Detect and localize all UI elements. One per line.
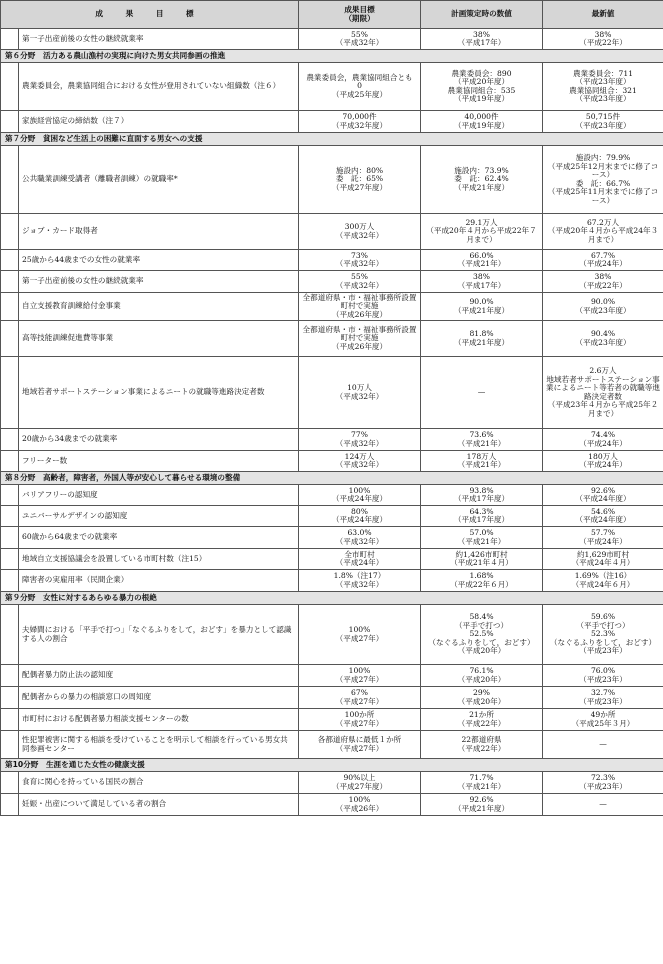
section-title: 第７分野 貧困など生活上の困難に直面する男女への支援 bbox=[1, 133, 663, 146]
target-cell: 55% （平成32年） bbox=[299, 271, 421, 293]
latest-cell: 54.6% （平成24年度） bbox=[543, 506, 663, 527]
table-row bbox=[1, 527, 663, 549]
indent-cell bbox=[1, 794, 19, 816]
baseline-cell: 38% （平成17年） bbox=[421, 29, 543, 50]
table-row bbox=[1, 271, 663, 293]
target-cell: 100% （平成27年） bbox=[299, 605, 421, 665]
goal-label-cell: 性犯罪被害に関する相談を受けていることを明示して相談を行っている男女共同参画センター bbox=[19, 731, 299, 759]
baseline-cell: 178万人 （平成21年） bbox=[421, 451, 543, 472]
target-cell: 90%以上 （平成27年度） bbox=[299, 772, 421, 794]
section-title: 第８分野 高齢者，障害者，外国人等が安心して暮らせる環境の整備 bbox=[1, 472, 663, 485]
latest-cell: 67.7% （平成24年） bbox=[543, 250, 663, 271]
goal-label-cell: 60歳から64歳までの就業率 bbox=[19, 527, 299, 549]
indent-cell bbox=[1, 293, 19, 321]
goal-label-cell: 家族経営協定の締結数（注７） bbox=[19, 111, 299, 133]
indent-cell bbox=[1, 687, 19, 709]
table-row bbox=[1, 293, 663, 321]
header-goal: 成 果 目 標 bbox=[1, 1, 299, 29]
section-row bbox=[1, 133, 663, 146]
table-row bbox=[1, 111, 663, 133]
indent-cell bbox=[1, 146, 19, 214]
baseline-cell: 76.1% （平成20年） bbox=[421, 665, 543, 687]
latest-cell: 67.2万人 （平成20年４月から平成24年３月まで） bbox=[543, 214, 663, 250]
indent-cell bbox=[1, 549, 19, 570]
target-cell: 全市町村 （平成24年） bbox=[299, 549, 421, 570]
goal-label-cell: 自立支援教育訓練給付金事業 bbox=[19, 293, 299, 321]
latest-cell: 49か所 （平成25年３月） bbox=[543, 709, 663, 731]
baseline-cell: 81.8% （平成21年度） bbox=[421, 321, 543, 357]
target-cell: 1.8%（注17） （平成32年） bbox=[299, 570, 421, 592]
baseline-cell: 71.7% （平成21年） bbox=[421, 772, 543, 794]
baseline-cell: 73.6% （平成21年） bbox=[421, 429, 543, 451]
goal-label-cell: ユニバーサルデザインの認知度 bbox=[19, 506, 299, 527]
latest-cell: 約1,629市町村 （平成24年４月） bbox=[543, 549, 663, 570]
table-row bbox=[1, 687, 663, 709]
latest-cell: 57.7% （平成24年） bbox=[543, 527, 663, 549]
table-row bbox=[1, 357, 663, 429]
indent-cell bbox=[1, 485, 19, 506]
latest-cell: 76.0% （平成23年） bbox=[543, 665, 663, 687]
table-body bbox=[1, 29, 663, 816]
goal-label-cell: 障害者の実雇用率（民間企業） bbox=[19, 570, 299, 592]
latest-cell: 2.6万人 地域若者サポートステーション事業によるニート等若者の就職等進路決定者数 （平成23年４月から平成25年２月まで） bbox=[543, 357, 663, 429]
indent-cell bbox=[1, 357, 19, 429]
baseline-cell: 22都道府県 （平成22年） bbox=[421, 731, 543, 759]
table-row bbox=[1, 485, 663, 506]
table-row bbox=[1, 146, 663, 214]
latest-cell: 72.3% （平成23年） bbox=[543, 772, 663, 794]
indent-cell bbox=[1, 29, 19, 50]
goal-label-cell: 地域自立支援協議会を設置している市町村数（注15） bbox=[19, 549, 299, 570]
table-row bbox=[1, 63, 663, 111]
baseline-cell: 38% （平成17年） bbox=[421, 271, 543, 293]
indent-cell bbox=[1, 63, 19, 111]
goal-label-cell: 25歳から44歳までの女性の就業率 bbox=[19, 250, 299, 271]
section-row bbox=[1, 472, 663, 485]
baseline-cell: 64.3% （平成17年度） bbox=[421, 506, 543, 527]
goal-label-cell: 夫婦間における「平手で打つ」「なぐるふりをして，おどす」を暴力として認識する人の割合 bbox=[19, 605, 299, 665]
latest-cell: 90.0% （平成23年度） bbox=[543, 293, 663, 321]
baseline-cell: 57.0% （平成21年） bbox=[421, 527, 543, 549]
goal-label-cell: 配偶者からの暴力の相談窓口の周知度 bbox=[19, 687, 299, 709]
target-cell: 70,000件 （平成32年度） bbox=[299, 111, 421, 133]
baseline-cell: 92.6% （平成21年度） bbox=[421, 794, 543, 816]
goal-label-cell: バリアフリーの認知度 bbox=[19, 485, 299, 506]
baseline-cell: 1.68% （平成22年６月） bbox=[421, 570, 543, 592]
target-cell: 各都道府県に最低１か所 （平成27年） bbox=[299, 731, 421, 759]
section-title: 第10分野 生涯を通じた女性の健康支援 bbox=[1, 759, 663, 772]
table-row bbox=[1, 570, 663, 592]
latest-cell: 38% （平成22年） bbox=[543, 29, 663, 50]
goal-label-cell: 農業委員会，農業協同組合における女性が登用されていない組織数（注６） bbox=[19, 63, 299, 111]
table-row bbox=[1, 214, 663, 250]
target-cell: 300万人 （平成32年） bbox=[299, 214, 421, 250]
indent-cell bbox=[1, 429, 19, 451]
target-cell: 施設内：80% 委 託：65% （平成27年度） bbox=[299, 146, 421, 214]
table-row bbox=[1, 506, 663, 527]
table-row bbox=[1, 731, 663, 759]
goal-label-cell: 地域若者サポートステーション事業によるニートの就職等進路決定者数 bbox=[19, 357, 299, 429]
table-row bbox=[1, 794, 663, 816]
section-title: 第９分野 女性に対するあらゆる暴力の根絶 bbox=[1, 592, 663, 605]
latest-cell: — bbox=[543, 794, 663, 816]
latest-cell: 92.6% （平成24年度） bbox=[543, 485, 663, 506]
indent-cell bbox=[1, 709, 19, 731]
goal-label-cell: 第一子出産前後の女性の継続就業率 bbox=[19, 29, 299, 50]
target-cell: 67% （平成27年） bbox=[299, 687, 421, 709]
target-cell: 全都道府県・市・福祉事務所設置町村で実施 （平成26年度） bbox=[299, 321, 421, 357]
latest-cell: 59.6% （平手で打つ） 52.3% （なぐるふりをして，おどす） （平成23年） bbox=[543, 605, 663, 665]
baseline-cell: 29% （平成20年） bbox=[421, 687, 543, 709]
indent-cell bbox=[1, 250, 19, 271]
goal-label-cell: 20歳から34歳までの就業率 bbox=[19, 429, 299, 451]
latest-cell: 施設内：79.9% （平成25年12月末までに修了コース） 委 託：66.7% （平成25年11月末までに修了コース） bbox=[543, 146, 663, 214]
goal-label-cell: フリーター数 bbox=[19, 451, 299, 472]
table-row bbox=[1, 665, 663, 687]
table-row bbox=[1, 250, 663, 271]
baseline-cell: 約1,426市町村 （平成21年４月） bbox=[421, 549, 543, 570]
target-cell: 55% （平成32年） bbox=[299, 29, 421, 50]
baseline-cell: 58.4% （平手で打つ） 52.5% （なぐるふりをして，おどす） （平成20年） bbox=[421, 605, 543, 665]
table-row bbox=[1, 549, 663, 570]
target-cell: 73% （平成32年） bbox=[299, 250, 421, 271]
indent-cell bbox=[1, 570, 19, 592]
section-title: 第６分野 活力ある農山漁村の実現に向けた男女共同参画の推進 bbox=[1, 50, 663, 63]
latest-cell: 90.4% （平成23年度） bbox=[543, 321, 663, 357]
indent-cell bbox=[1, 527, 19, 549]
section-row bbox=[1, 592, 663, 605]
latest-cell: 74.4% （平成24年） bbox=[543, 429, 663, 451]
target-cell: 124万人 （平成32年） bbox=[299, 451, 421, 472]
baseline-cell: 93.8% （平成17年度） bbox=[421, 485, 543, 506]
baseline-cell: 40,000件 （平成19年度） bbox=[421, 111, 543, 133]
table-row bbox=[1, 709, 663, 731]
goal-label-cell: 配偶者暴力防止法の認知度 bbox=[19, 665, 299, 687]
table-row bbox=[1, 451, 663, 472]
latest-cell: 50,715件 （平成23年度） bbox=[543, 111, 663, 133]
goal-label-cell: 公共職業訓練受講者（離職者訓練）の就職率* bbox=[19, 146, 299, 214]
indent-cell bbox=[1, 214, 19, 250]
target-cell: 80% （平成24年度） bbox=[299, 506, 421, 527]
baseline-cell: 90.0% （平成21年度） bbox=[421, 293, 543, 321]
indent-cell bbox=[1, 321, 19, 357]
baseline-cell: 施設内：73.9% 委 託：62.4% （平成21年度） bbox=[421, 146, 543, 214]
header-target: 成果目標 （期限） bbox=[299, 1, 421, 29]
target-cell: 100か所 （平成27年） bbox=[299, 709, 421, 731]
target-cell: 77% （平成32年） bbox=[299, 429, 421, 451]
latest-cell: 農業委員会：711 （平成23年度） 農業協同組合：321 （平成23年度） bbox=[543, 63, 663, 111]
baseline-cell: 21か所 （平成22年） bbox=[421, 709, 543, 731]
header-baseline: 計画策定時の数値 bbox=[421, 1, 543, 29]
target-cell: 63.0% （平成32年） bbox=[299, 527, 421, 549]
section-row bbox=[1, 759, 663, 772]
indent-cell bbox=[1, 605, 19, 665]
latest-cell: — bbox=[543, 731, 663, 759]
goal-label-cell: 妊娠・出産について満足している者の割合 bbox=[19, 794, 299, 816]
latest-cell: 38% （平成22年） bbox=[543, 271, 663, 293]
table-row bbox=[1, 605, 663, 665]
table-row bbox=[1, 429, 663, 451]
latest-cell: 1.69%（注16） （平成24年６月） bbox=[543, 570, 663, 592]
header-latest: 最新値 bbox=[543, 1, 663, 29]
indent-cell bbox=[1, 506, 19, 527]
indent-cell bbox=[1, 665, 19, 687]
section-row bbox=[1, 50, 663, 63]
goal-label-cell: 高等技能訓練促進費等事業 bbox=[19, 321, 299, 357]
header-row bbox=[1, 1, 663, 29]
baseline-cell: 農業委員会：890 （平成20年度） 農業協同組合：535 （平成19年度） bbox=[421, 63, 543, 111]
goal-label-cell: 第一子出産前後の女性の継続就業率 bbox=[19, 271, 299, 293]
baseline-cell: 29.1万人 （平成20年４月から平成22年７月まで） bbox=[421, 214, 543, 250]
table-row bbox=[1, 772, 663, 794]
latest-cell: 32.7% （平成23年） bbox=[543, 687, 663, 709]
target-cell: 10万人 （平成32年） bbox=[299, 357, 421, 429]
baseline-cell: 66.0% （平成21年） bbox=[421, 250, 543, 271]
indent-cell bbox=[1, 451, 19, 472]
indent-cell bbox=[1, 772, 19, 794]
indent-cell bbox=[1, 271, 19, 293]
indent-cell bbox=[1, 731, 19, 759]
target-cell: 全都道府県・市・福祉事務所設置町村で実施 （平成26年度） bbox=[299, 293, 421, 321]
target-cell: 100% （平成24年度） bbox=[299, 485, 421, 506]
latest-cell: 180万人 （平成24年） bbox=[543, 451, 663, 472]
table-row bbox=[1, 321, 663, 357]
target-cell: 農業委員会，農業協同組合とも 0 （平成25年度） bbox=[299, 63, 421, 111]
indent-cell bbox=[1, 111, 19, 133]
goal-label-cell: ジョブ・カード取得者 bbox=[19, 214, 299, 250]
target-cell: 100% （平成26年） bbox=[299, 794, 421, 816]
baseline-cell: — bbox=[421, 357, 543, 429]
goal-label-cell: 食育に関心を持っている国民の割合 bbox=[19, 772, 299, 794]
target-cell: 100% （平成27年） bbox=[299, 665, 421, 687]
table-row bbox=[1, 29, 663, 50]
goal-label-cell: 市町村における配偶者暴力相談支援センターの数 bbox=[19, 709, 299, 731]
